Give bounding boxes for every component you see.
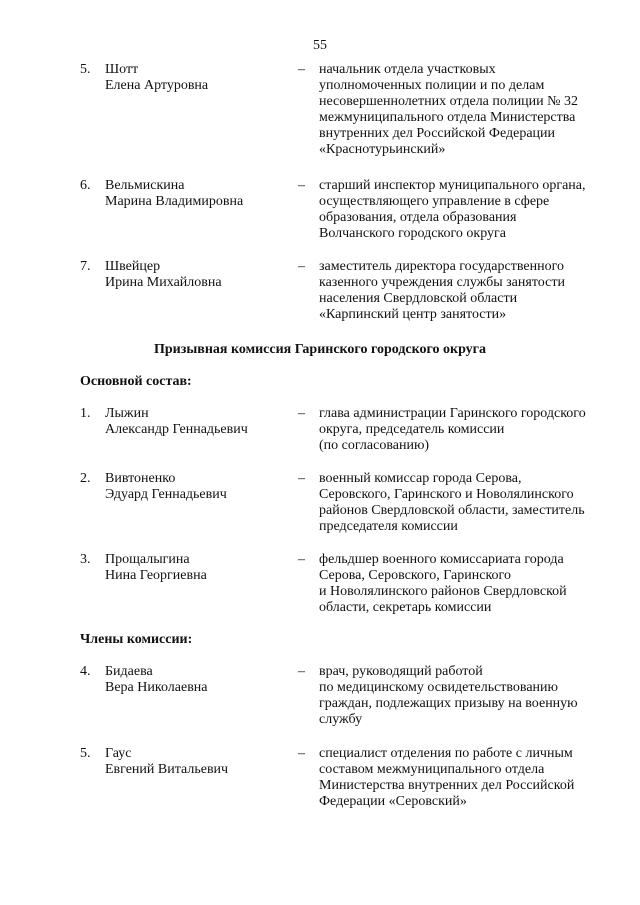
main-composition-title: Основной состав: [80,374,192,389]
description-line: начальник отдела участковых [319,62,496,77]
position-description [319,746,619,810]
given-names: Вера Николаевна [105,680,208,695]
dash: – [298,178,305,193]
description-line: заместитель директора государственного [319,259,564,274]
description-line: области, секретарь комиссии [319,600,492,615]
item-number: 5. [80,62,91,77]
commission-title: Призывная комиссия Гаринского городского округа [153,342,487,357]
dash: – [298,746,305,761]
surname: Лыжин [105,406,149,421]
description-line: «Краснотурьинский» [319,142,446,157]
description-line: службу [319,712,363,727]
given-names: Александр Геннадьевич [105,422,248,437]
item-number: 3. [80,552,91,567]
person-name [105,552,290,584]
description-line: фельдшер военного комиссариата города [319,552,564,567]
description-line: Министерства внутренних дел Российской [319,778,575,793]
description-line: военный комиссар города Серова, [319,471,522,486]
item-number: 1. [80,406,91,421]
description-line: внутренних дел Российской Федерации [319,126,556,141]
page-number: 55 [313,38,327,53]
description-line: председателя комиссии [319,519,458,534]
surname: Швейцер [105,259,161,274]
person-name [105,471,290,503]
given-names: Елена Артуровна [105,78,209,93]
position-description [319,178,619,242]
position-description [319,406,619,454]
description-line: и Новолялинского районов Свердловской [319,584,567,599]
item-number: 7. [80,259,91,274]
position-description [319,552,619,616]
item-number: 4. [80,664,91,679]
description-line: по медицинскому освидетельствованию [319,680,559,695]
description-line: несовершеннолетних отдела полиции № 32 [319,94,579,109]
description-line: составом межмуниципального отдела [319,762,545,777]
dash: – [298,406,305,421]
position-description [319,664,619,728]
description-line: уполномоченных полиции и по делам [319,78,545,93]
given-names: Эдуард Геннадьевич [105,487,227,502]
given-names: Нина Георгиевна [105,568,207,583]
surname: Вельмискина [105,178,185,193]
description-line: врач, руководящий работой [319,664,483,679]
description-line: специалист отделения по работе с личным [319,746,573,761]
given-names: Евгений Витальевич [105,762,229,777]
surname: Шотт [105,62,139,77]
person-name [105,62,290,94]
description-line: межмуниципального отдела Министерства [319,110,576,125]
dash: – [298,664,305,679]
dash: – [298,259,305,274]
item-number: 2. [80,471,91,486]
person-name [105,746,290,778]
surname: Вивтоненко [105,471,176,486]
item-number: 6. [80,178,91,193]
description-line: образования, отдела образования [319,210,517,225]
item-number: 5. [80,746,91,761]
description-line: округа, председатель комиссии [319,422,505,437]
description-line: Серовского, Гаринского и Новолялинского [319,487,574,502]
description-line: старший инспектор муниципального органа, [319,178,586,193]
dash: – [298,552,305,567]
description-line: Серова, Серовского, Гаринского [319,568,511,583]
person-name [105,664,290,696]
dash: – [298,62,305,77]
surname: Прощалыгина [105,552,190,567]
description-line: граждан, подлежащих призыву на военную [319,696,578,711]
description-line: «Карпинский центр занятости» [319,307,507,322]
surname: Гаус [105,746,132,761]
person-name [105,259,290,291]
description-line: районов Свердловской области, заместитель [319,503,585,518]
person-name [105,406,290,438]
given-names: Марина Владимировна [105,194,244,209]
description-line: казенного учреждения службы занятости [319,275,565,290]
given-names: Ирина Михайловна [105,275,222,290]
members-title: Члены комиссии: [80,632,193,647]
description-line: Федерации «Серовский» [319,794,467,809]
description-line: осуществляющего управление в сфере [319,194,550,209]
description-line: (по согласованию) [319,438,430,453]
description-line: населения Свердловской области [319,291,518,306]
surname: Бидаева [105,664,153,679]
dash: – [298,471,305,486]
position-description [319,259,619,323]
position-description [319,62,619,158]
description-line: Волчанского городского округа [319,226,506,241]
person-name [105,178,290,210]
position-description [319,471,619,535]
description-line: глава администрации Гаринского городского [319,406,586,421]
